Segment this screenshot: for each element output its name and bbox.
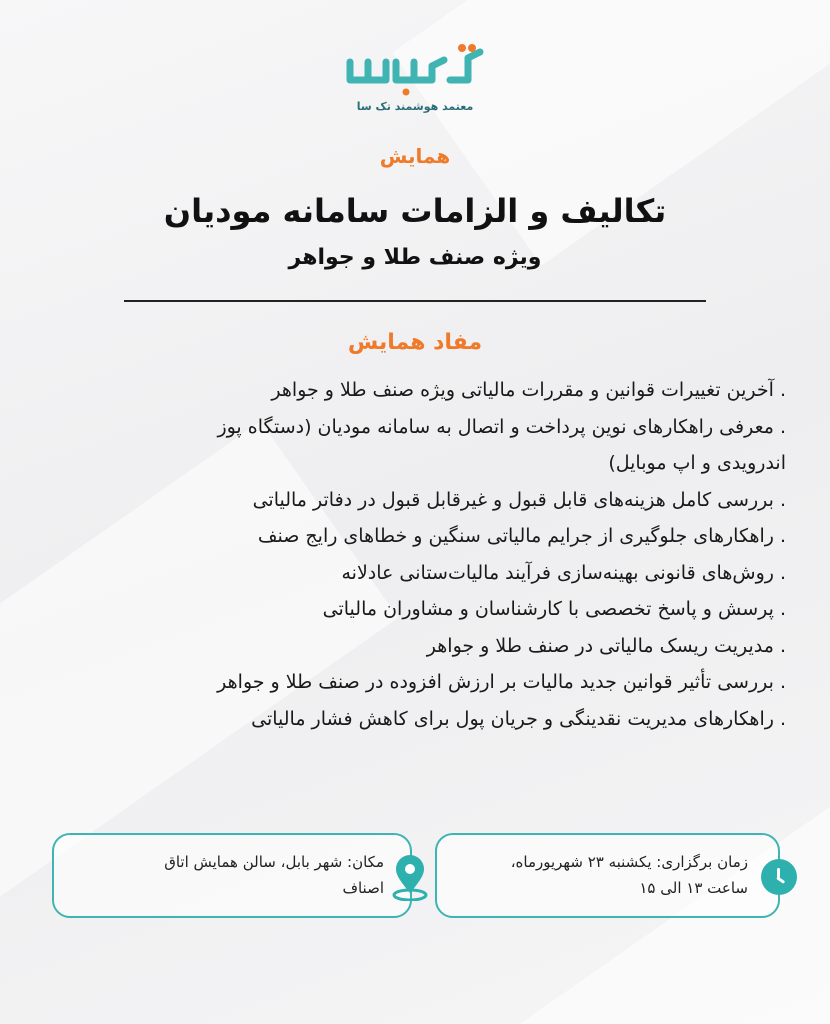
list-item: اندرویدی و اپ موبایل) — [608, 452, 786, 474]
page-title: تکالیف و الزامات سامانه مودیان — [163, 192, 667, 230]
list-item: . بررسی تأثیر قوانین جدید مالیات بر ارزش افزوده در صنف طلا و جواهر — [217, 671, 786, 693]
event-time-card — [435, 833, 780, 918]
list-item: . راهکارهای جلوگیری از جرایم مالیاتی سنگین و خطاهای رایج صنف — [257, 525, 786, 547]
logo-subtitle: معتمد هوشمند تک سا — [356, 100, 474, 113]
location-pin-icon — [388, 853, 432, 901]
page-subtitle: ویژه صنف طلا و جواهر — [288, 245, 542, 270]
logo-mark-icon — [340, 40, 490, 98]
event-location-card — [52, 833, 412, 918]
list-item: . آخرین تغییرات قوانین و مقررات مالیاتی ویژه صنف طلا و جواهر — [271, 379, 786, 401]
list-item: . پرسش و پاسخ تخصصی با کارشناسان و مشاوران مالیاتی — [322, 598, 786, 620]
event-time-line: زمان برگزاری: یکشنبه ۲۳ شهریورماه، — [510, 853, 748, 871]
list-item: . بررسی کامل هزینه‌های قابل قبول و غیرقابل قبول در دفاتر مالیاتی — [252, 488, 786, 511]
benefits-list — [26, 372, 786, 737]
event-location-line: مکان: شهر بابل، سالن همایش اتاق — [164, 853, 384, 871]
section-title: مفاد همایش — [347, 330, 483, 355]
event-time-text — [458, 849, 748, 901]
event-location-line: اصناف — [342, 879, 384, 897]
list-item: . روش‌های قانونی بهینه‌سازی فرآیند مالیات‌ستانی عادلانه — [341, 561, 786, 584]
brand-logo — [0, 40, 830, 113]
list-item: . مدیریت ریسک مالیاتی در صنف طلا و جواهر — [426, 634, 786, 657]
clock-icon — [761, 859, 797, 895]
list-item: . معرفی راهکارهای نوین پرداخت و اتصال به سامانه مودیان (دستگاه پوز — [217, 415, 786, 438]
event-time-line: ساعت ۱۳ الی ۱۵ — [639, 879, 748, 897]
divider — [124, 300, 706, 302]
list-item: . راهکارهای مدیریت نقدینگی و جریان پول برای کاهش فشار مالیاتی — [251, 707, 786, 730]
event-type-label: همایش — [379, 144, 451, 168]
event-location-text — [84, 849, 384, 901]
